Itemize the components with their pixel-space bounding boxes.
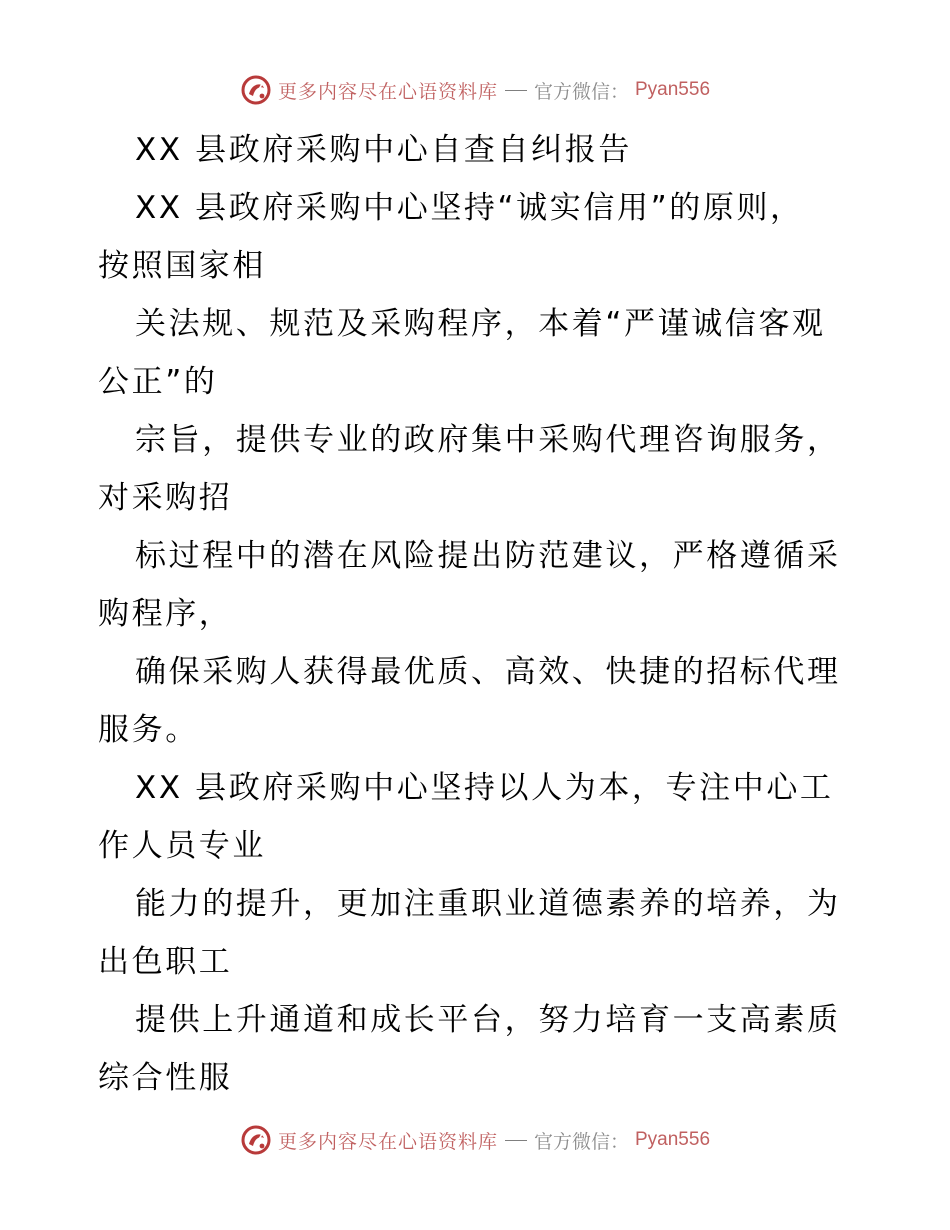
- paragraph-line: 出色职工: [98, 944, 233, 980]
- paragraph-line: 购程序，: [98, 596, 233, 632]
- paragraph-line: XX 县政府采购中心坚持以人为本，专注中心工: [135, 770, 834, 806]
- paragraph-line: 服务。: [98, 712, 199, 748]
- red-swirl-logo-icon: [240, 1124, 272, 1156]
- paragraph-line: 公正”的: [98, 364, 218, 400]
- watermark-label: 官方微信：: [533, 80, 629, 103]
- red-swirl-logo-icon: [240, 74, 272, 106]
- header-watermark: [0, 70, 950, 110]
- paragraph-line: 作人员专业: [98, 828, 266, 864]
- paragraph-line: XX 县政府采购中心自查自纠报告: [135, 132, 632, 168]
- watermark-label: 官方微信：: [533, 1130, 629, 1153]
- paragraph-line: 综合性服: [98, 1060, 233, 1096]
- paragraph-line: 提供上升通道和成长平台，努力培育一支高素质: [135, 1002, 841, 1038]
- paragraph-line: 标过程中的潜在风险提出防范建议，严格遵循采: [135, 538, 841, 574]
- paragraph-line: 关法规、规范及采购程序，本着“严谨诚信客观: [135, 306, 826, 342]
- watermark-dash: [505, 90, 527, 91]
- paragraph-line: 对采购招: [98, 480, 233, 516]
- paragraph-line: 宗旨，提供专业的政府集中采购代理咨询服务，: [135, 422, 841, 458]
- watermark-id: Pyan556: [635, 79, 711, 100]
- watermark-text: 更多内容尽在心语资料库: [277, 1130, 498, 1153]
- watermark-dash: [505, 1140, 527, 1141]
- paragraph-line: 按照国家相: [98, 248, 266, 284]
- document-body: [98, 121, 858, 1107]
- watermark-text: 更多内容尽在心语资料库: [277, 80, 498, 103]
- watermark-id: Pyan556: [635, 1129, 711, 1150]
- paragraph-line: 能力的提升，更加注重职业道德素养的培养，为: [135, 886, 841, 922]
- footer-watermark: [0, 1120, 950, 1160]
- paragraph-line: 确保采购人获得最优质、高效、快捷的招标代理: [135, 654, 841, 690]
- paragraph-line: XX 县政府采购中心坚持“诚实信用”的原则，: [135, 190, 804, 226]
